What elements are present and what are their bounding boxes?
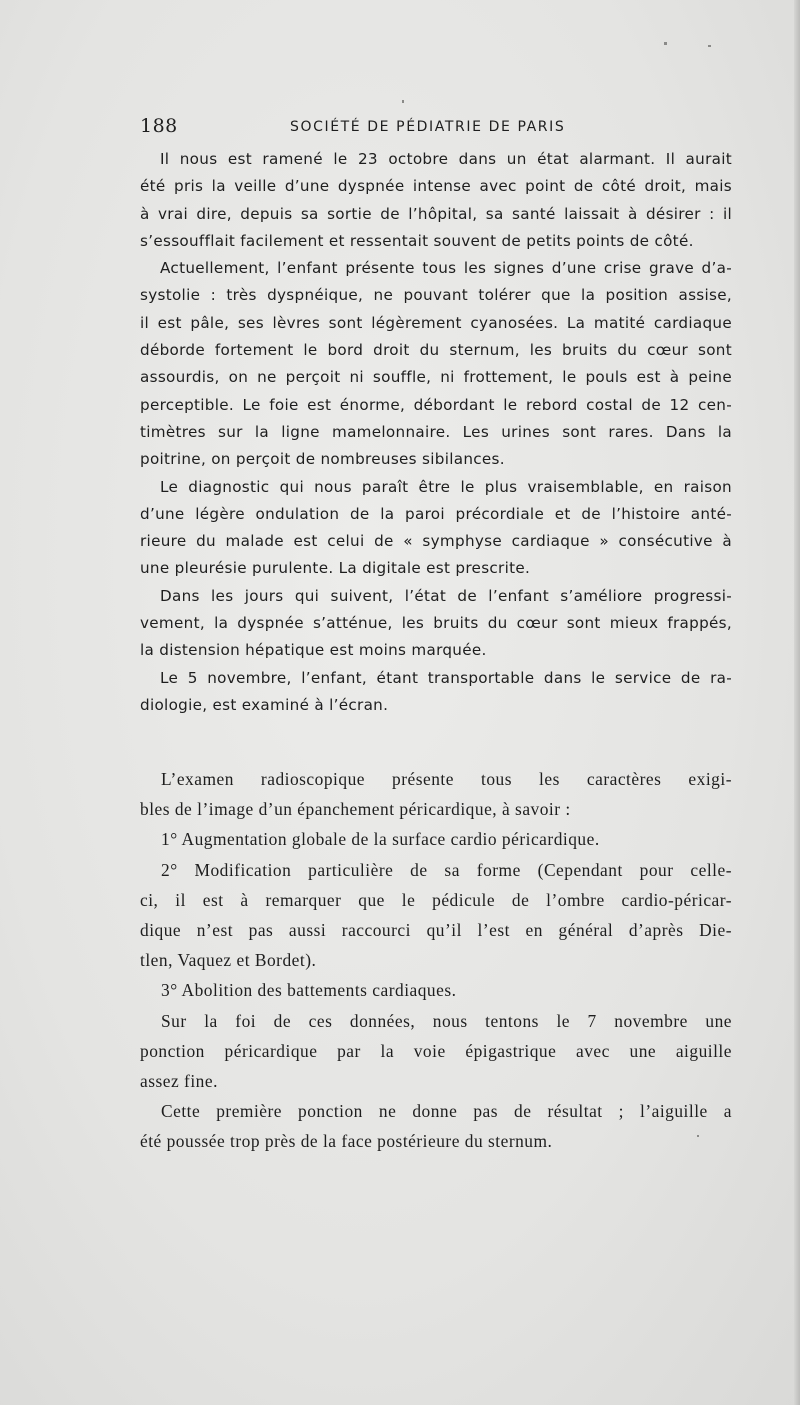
text-line: ponction péricardique par la voie épigastrique avec une aiguille bbox=[140, 1040, 732, 1061]
body-text-block-2 bbox=[140, 764, 732, 1157]
scan-speck bbox=[708, 45, 711, 47]
text-line: 1° Augmentation globale de la surface cardio péricardique. bbox=[161, 829, 600, 850]
page-header bbox=[140, 115, 730, 141]
text-line: L’examen radioscopique présente tous les caractères exigi- bbox=[161, 769, 732, 789]
text-line: Cette première ponction ne donne pas de résultat ; l’aiguille a bbox=[161, 1101, 732, 1122]
text-line: s’essoufflait facilement et ressentait souvent de petits points de côté. bbox=[140, 231, 694, 250]
text-line: assez fine. bbox=[140, 1071, 218, 1092]
text-line: systolie : très dyspnéique, ne pouvant tolérer que la position assise, bbox=[140, 286, 732, 305]
page-number: 188 bbox=[140, 115, 178, 137]
running-title: SOCIÉTÉ DE PÉDIATRIE DE PARIS bbox=[290, 119, 566, 135]
text-line: été pris la veille d’une dyspnée intense avec point de côté droit, mais bbox=[140, 177, 732, 196]
text-line: Dans les jours qui suivent, l’état de l’enfant s’améliore progressi- bbox=[160, 586, 732, 605]
text-line: Actuellement, l’enfant présente tous les signes d’une crise grave d’a- bbox=[160, 259, 732, 278]
text-line: assourdis, on ne perçoit ni souffle, ni frottement, le pouls est à peine bbox=[140, 368, 732, 387]
text-line: Le diagnostic qui nous paraît être le plus vraisemblable, en raison bbox=[160, 477, 732, 496]
text-line: d’une légère ondulation de la paroi précordiale et de l’histoire anté- bbox=[140, 504, 732, 523]
text-line: Sur la foi de ces données, nous tentons le 7 novembre une bbox=[161, 1010, 732, 1031]
text-line: vement, la dyspnée s’atténue, les bruits du cœur sont mieux frappés, bbox=[140, 614, 732, 633]
text-line: la distension hépatique est moins marquée. bbox=[140, 641, 487, 660]
text-line: déborde fortement le bord droit du sternum, les bruits du cœur sont bbox=[140, 341, 732, 360]
text-line: tlen, Vaquez et Bordet). bbox=[140, 950, 317, 971]
text-line: il est pâle, ses lèvres sont légèrement cyanosées. La matité cardiaque bbox=[140, 313, 732, 332]
text-line: à vrai dire, depuis sa sortie de l’hôpital, sa santé laissait à désirer : il bbox=[140, 204, 732, 223]
scan-speck bbox=[664, 42, 667, 45]
text-line: poitrine, on perçoit de nombreuses sibilances. bbox=[140, 450, 505, 469]
text-line: 3° Abolition des battements cardiaques. bbox=[161, 980, 457, 1001]
text-line: ci, il est à remarquer que le pédicule de l’ombre cardio-péricar- bbox=[140, 889, 732, 910]
page-edge-shadow bbox=[794, 0, 800, 1405]
body-text-block-1 bbox=[140, 146, 732, 719]
text-line: bles de l’image d’un épanchement péricardique, à savoir : bbox=[140, 799, 571, 820]
text-line: été poussée trop près de la face postérieure du sternum. bbox=[140, 1131, 553, 1152]
text-line: dique n’est pas aussi raccourci qu’il l’est en général d’après Die- bbox=[140, 920, 732, 941]
text-line: Le 5 novembre, l’enfant, étant transportable dans le service de ra- bbox=[160, 668, 732, 687]
text-line: une pleurésie purulente. La digitale est prescrite. bbox=[140, 559, 531, 578]
text-line: diologie, est examiné à l’écran. bbox=[140, 695, 389, 714]
text-line: 2° Modification particulière de sa forme (Cependant pour celle- bbox=[161, 859, 732, 880]
text-line: Il nous est ramené le 23 octobre dans un état alarmant. Il aurait bbox=[160, 150, 732, 168]
text-line: perceptible. Le foie est énorme, débordant le rebord costal de 12 cen- bbox=[140, 395, 732, 414]
text-line: rieure du malade est celui de « symphyse cardiaque » consécutive à bbox=[140, 532, 732, 551]
text-line: timètres sur la ligne mamelonnaire. Les urines sont rares. Dans la bbox=[140, 422, 732, 441]
scan-speck bbox=[402, 100, 404, 103]
